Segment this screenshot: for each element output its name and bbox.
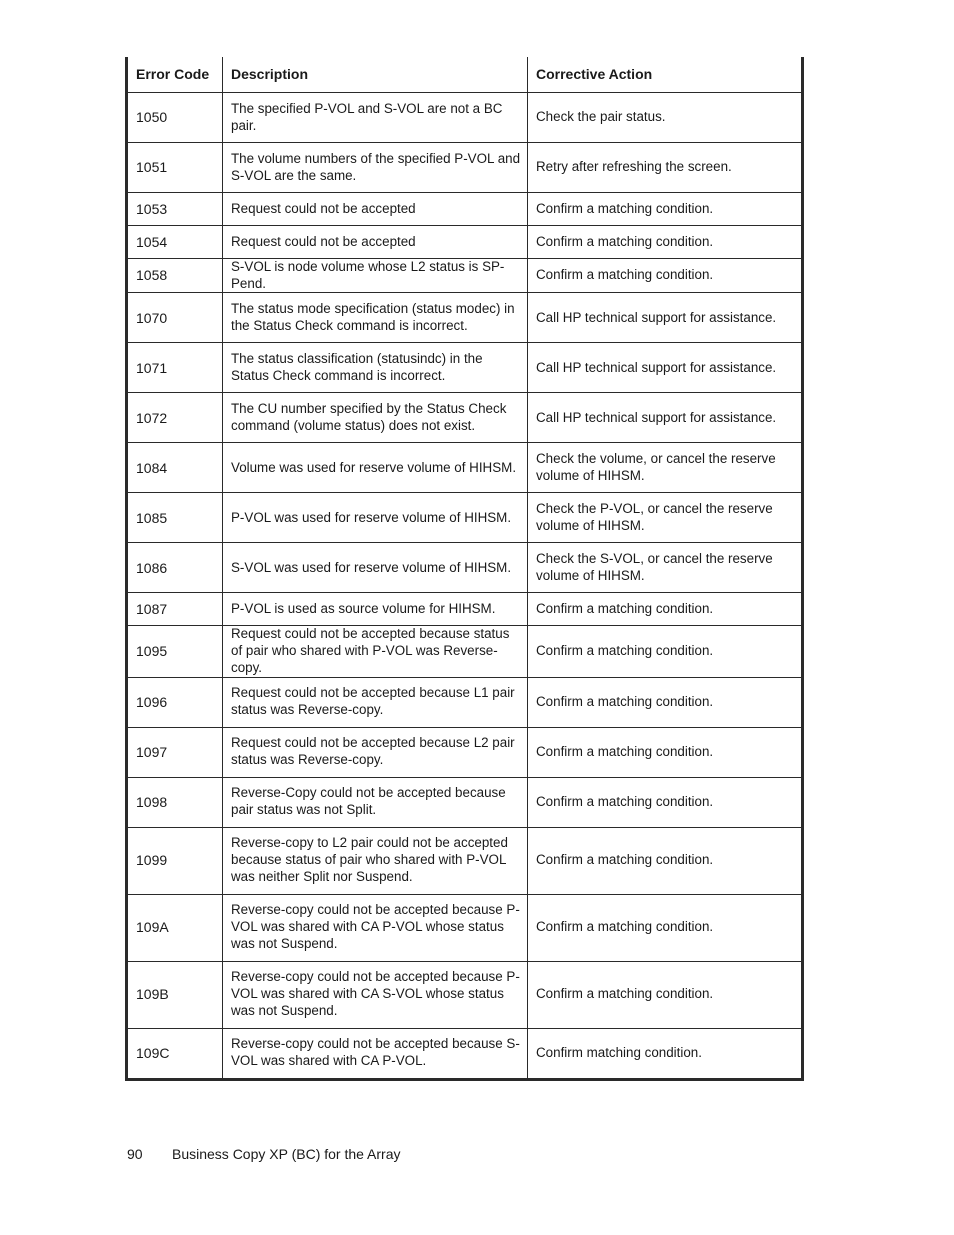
corrective-action-cell: Confirm a matching condition. (528, 827, 803, 894)
error-code-cell: 1050 (127, 93, 223, 143)
table-row (127, 393, 803, 443)
header-corrective-action: Corrective Action (528, 57, 803, 93)
description-cell: Reverse-copy could not be accepted because P-VOL was shared with CA S-VOL whose status was not Suspend. (223, 961, 528, 1028)
error-code-cell: 1097 (127, 727, 223, 777)
description-cell: The volume numbers of the specified P-VOL and S-VOL are the same. (223, 143, 528, 193)
table-row (127, 143, 803, 193)
error-code-table (125, 57, 804, 1081)
corrective-action-cell: Confirm a matching condition. (528, 193, 803, 226)
description-cell: Reverse-copy could not be accepted because S-VOL was shared with CA P-VOL. (223, 1028, 528, 1079)
description-cell: Request could not be accepted (223, 226, 528, 259)
description-cell: Request could not be accepted because status of pair who shared with P-VOL was Reverse-copy. (223, 626, 528, 677)
corrective-action-cell: Check the pair status. (528, 93, 803, 143)
corrective-action-cell: Confirm a matching condition. (528, 777, 803, 827)
table-row (127, 727, 803, 777)
description-cell: The CU number specified by the Status Check command (volume status) does not exist. (223, 393, 528, 443)
table-row (127, 827, 803, 894)
error-code-cell: 109A (127, 894, 223, 961)
page-number: 90 (127, 1146, 143, 1162)
corrective-action-cell: Call HP technical support for assistance. (528, 343, 803, 393)
description-cell: Reverse-Copy could not be accepted because pair status was not Split. (223, 777, 528, 827)
corrective-action-cell: Check the P-VOL, or cancel the reserve volume of HIHSM. (528, 493, 803, 543)
corrective-action-cell: Confirm a matching condition. (528, 626, 803, 677)
corrective-action-cell: Call HP technical support for assistance. (528, 393, 803, 443)
table-row (127, 1028, 803, 1079)
page-footer (127, 1145, 401, 1163)
description-cell: P-VOL is used as source volume for HIHSM. (223, 593, 528, 626)
table-row (127, 626, 803, 677)
document-title: Business Copy XP (BC) for the Array (172, 1146, 401, 1162)
table-row (127, 293, 803, 343)
header-description: Description (223, 57, 528, 93)
error-code-cell: 1054 (127, 226, 223, 259)
corrective-action-cell: Confirm a matching condition. (528, 727, 803, 777)
corrective-action-cell: Confirm a matching condition. (528, 593, 803, 626)
error-code-cell: 1053 (127, 193, 223, 226)
table-header (127, 57, 803, 93)
error-code-cell: 1051 (127, 143, 223, 193)
error-code-cell: 1070 (127, 293, 223, 343)
error-code-cell: 1072 (127, 393, 223, 443)
corrective-action-cell: Check the volume, or cancel the reserve volume of HIHSM. (528, 443, 803, 493)
table-row (127, 259, 803, 293)
corrective-action-cell: Confirm a matching condition. (528, 894, 803, 961)
table-row (127, 777, 803, 827)
corrective-action-cell: Confirm a matching condition. (528, 677, 803, 727)
description-cell: Request could not be accepted (223, 193, 528, 226)
table-row (127, 343, 803, 393)
table-row (127, 93, 803, 143)
description-cell: The status mode specification (status modec) in the Status Check command is incorrect. (223, 293, 528, 343)
error-code-cell: 1086 (127, 543, 223, 593)
header-row (127, 57, 803, 93)
error-code-cell: 109B (127, 961, 223, 1028)
error-code-cell: 109C (127, 1028, 223, 1079)
corrective-action-cell: Confirm a matching condition. (528, 259, 803, 293)
description-cell: S-VOL was used for reserve volume of HIHSM. (223, 543, 528, 593)
error-code-cell: 1084 (127, 443, 223, 493)
description-cell: The status classification (statusindc) in the Status Check command is incorrect. (223, 343, 528, 393)
table-row (127, 593, 803, 626)
table-row (127, 894, 803, 961)
description-cell: P-VOL was used for reserve volume of HIHSM. (223, 493, 528, 543)
error-code-cell: 1098 (127, 777, 223, 827)
error-code-cell: 1085 (127, 493, 223, 543)
table-row (127, 677, 803, 727)
table-row (127, 226, 803, 259)
corrective-action-cell: Confirm matching condition. (528, 1028, 803, 1079)
table-body (127, 93, 803, 1080)
table-row (127, 493, 803, 543)
error-code-table-container (125, 57, 801, 1081)
description-cell: The specified P-VOL and S-VOL are not a BC pair. (223, 93, 528, 143)
corrective-action-cell: Confirm a matching condition. (528, 961, 803, 1028)
error-code-cell: 1099 (127, 827, 223, 894)
table-row (127, 193, 803, 226)
corrective-action-cell: Check the S-VOL, or cancel the reserve volume of HIHSM. (528, 543, 803, 593)
description-cell: Volume was used for reserve volume of HIHSM. (223, 443, 528, 493)
corrective-action-cell: Call HP technical support for assistance. (528, 293, 803, 343)
table-row (127, 961, 803, 1028)
corrective-action-cell: Confirm a matching condition. (528, 226, 803, 259)
description-cell: Reverse-copy could not be accepted because P-VOL was shared with CA P-VOL whose status was not Suspend. (223, 894, 528, 961)
error-code-cell: 1096 (127, 677, 223, 727)
header-error-code: Error Code (127, 57, 223, 93)
error-code-cell: 1095 (127, 626, 223, 677)
error-code-cell: 1087 (127, 593, 223, 626)
description-cell: S-VOL is node volume whose L2 status is SP-Pend. (223, 259, 528, 293)
description-cell: Request could not be accepted because L1 pair status was Reverse-copy. (223, 677, 528, 727)
error-code-cell: 1058 (127, 259, 223, 293)
description-cell: Request could not be accepted because L2 pair status was Reverse-copy. (223, 727, 528, 777)
corrective-action-cell: Retry after refreshing the screen. (528, 143, 803, 193)
error-code-cell: 1071 (127, 343, 223, 393)
description-cell: Reverse-copy to L2 pair could not be accepted because status of pair who shared with P-VOL was neither Split nor Suspend. (223, 827, 528, 894)
table-row (127, 443, 803, 493)
table-row (127, 543, 803, 593)
